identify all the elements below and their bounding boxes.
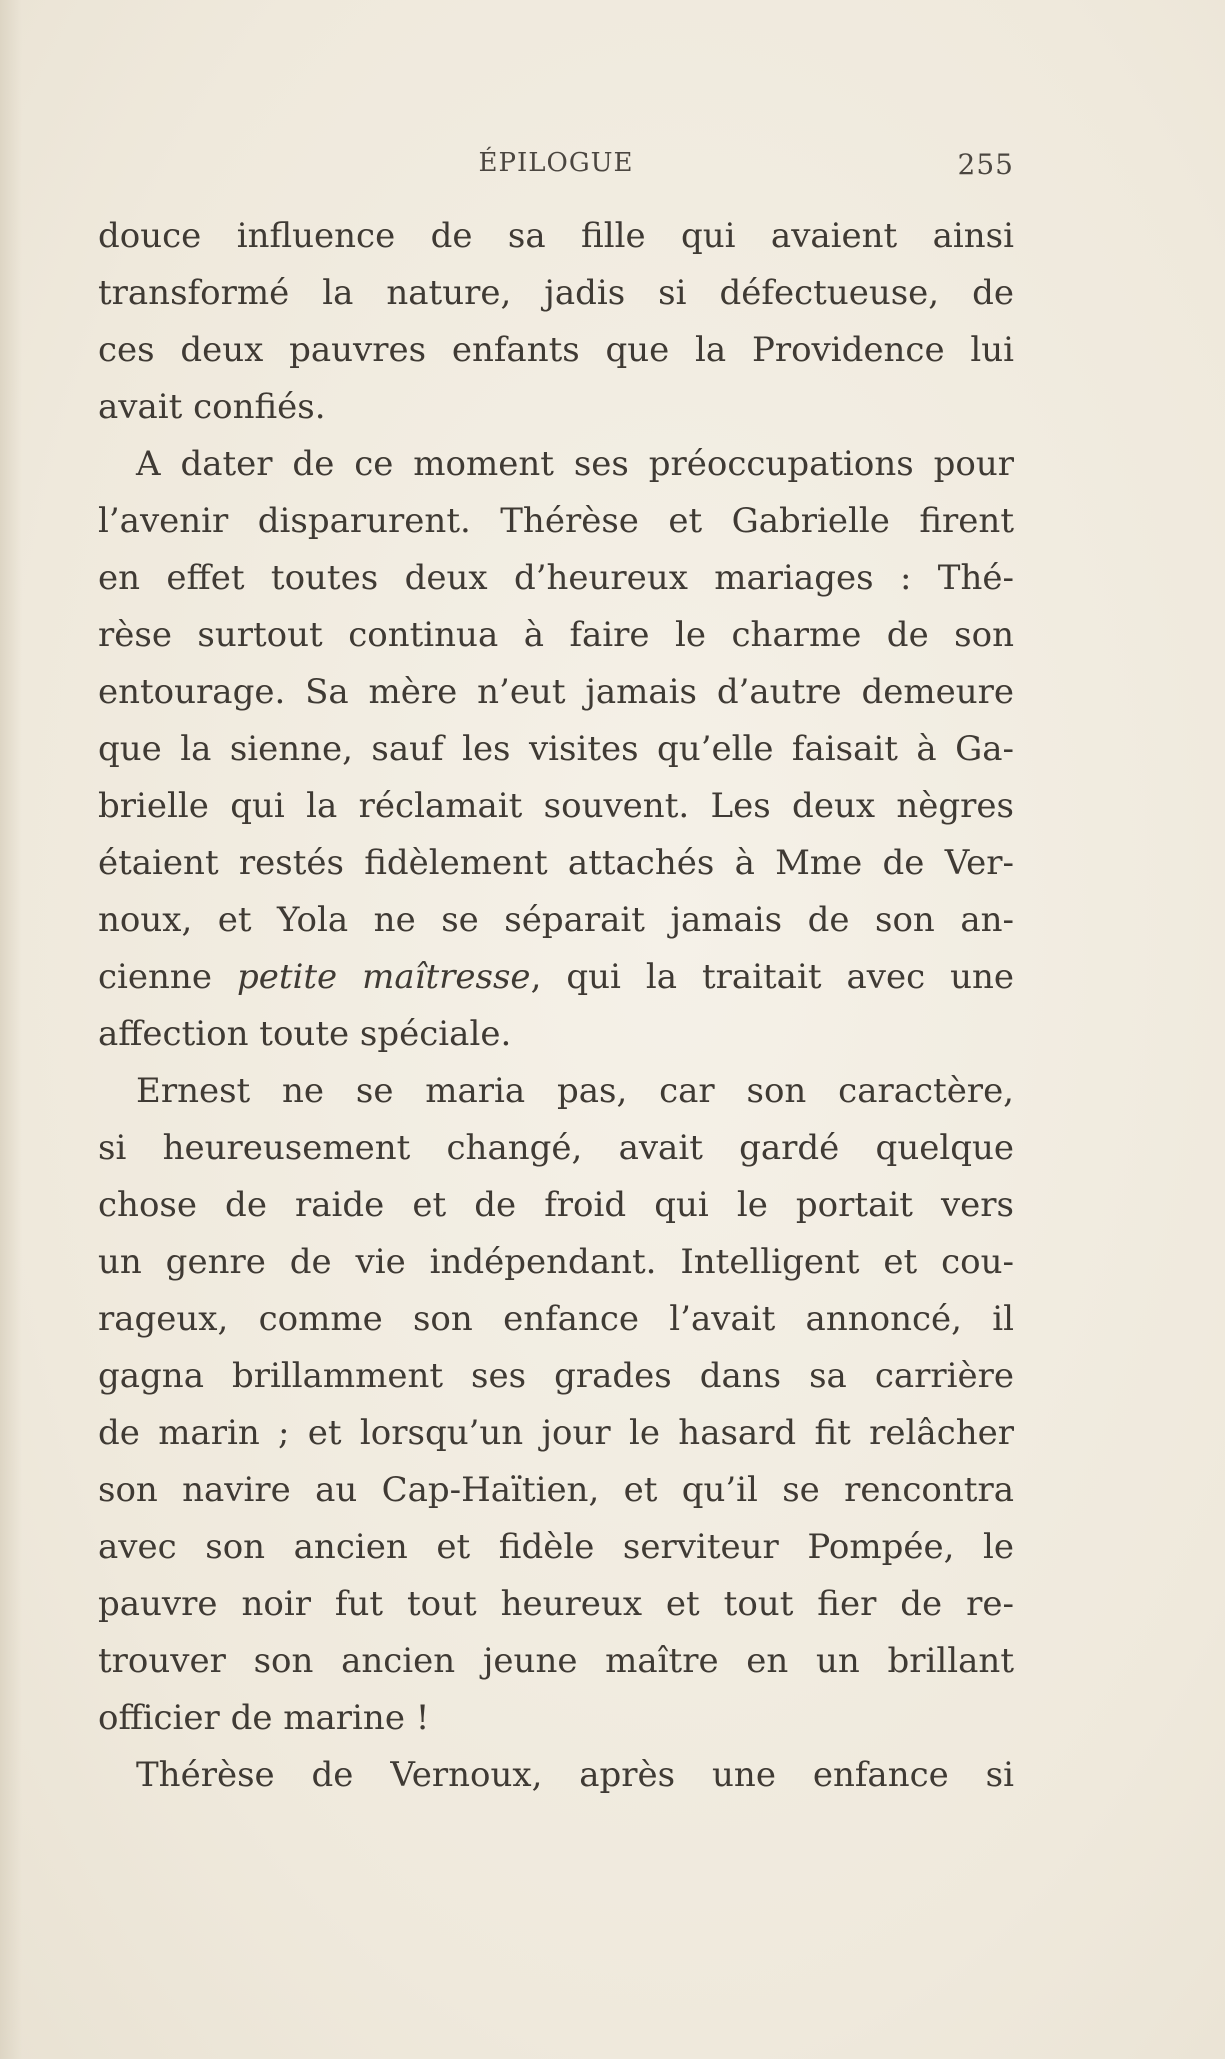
text-line: étaient restés fidèlement attachés à Mme de Ver- — [98, 843, 1014, 883]
text-segment: , qui la traitait avec une — [530, 957, 1014, 997]
text-line: pauvre noir fut tout heureux et tout fier de re- — [98, 1584, 1014, 1624]
text-line: noux, et Yola ne se séparait jamais de son an- — [98, 900, 1014, 940]
text-line: avec son ancien et fidèle serviteur Pompée, le — [98, 1527, 1014, 1567]
text-line: rèse surtout continua à faire le charme de son — [98, 615, 1014, 655]
text-line: son navire au Cap-Haïtien, et qu’il se rencontra — [98, 1470, 1014, 1510]
paragraph-start-line: Ernest ne se maria pas, car son caractère, — [136, 1071, 1014, 1111]
text-line: entourage. Sa mère n’eut jamais d’autre demeure — [98, 672, 1014, 712]
text-line-with-italic — [98, 949, 1014, 1006]
paragraph-start-line: Thérèse de Vernoux, après une enfance si — [136, 1755, 1014, 1795]
text-line: gagna brillamment ses grades dans sa carrière — [98, 1356, 1014, 1396]
text-line: un genre de vie indépendant. Intelligent et cou- — [98, 1242, 1014, 1282]
text-line: douce influence de sa fille qui avaient ainsi — [98, 216, 1014, 256]
text-line: si heureusement changé, avait gardé quelque — [98, 1128, 1014, 1168]
text-line: que la sienne, sauf les visites qu’elle faisait à Ga- — [98, 729, 1014, 769]
text-line: avait confiés. — [98, 387, 326, 427]
text-line: en effet toutes deux d’heureux mariages : Thé- — [98, 558, 1014, 598]
text-line: transformé la nature, jadis si défectueuse, de — [98, 273, 1014, 313]
paragraph-start-line: A dater de ce moment ses préoccupations pour — [136, 444, 1014, 484]
page-number: 255 — [957, 148, 1014, 181]
body-text — [98, 208, 1014, 1804]
text-line: officier de marine ! — [98, 1698, 430, 1738]
italic-phrase: petite maîtresse — [236, 957, 531, 997]
page-gutter-shadow — [0, 0, 22, 2059]
text-line: l’avenir disparurent. Thérèse et Gabrielle firent — [98, 501, 1014, 541]
running-title: ÉPILOGUE — [478, 148, 634, 178]
text-line: affection toute spéciale. — [98, 1014, 512, 1054]
page-header — [98, 148, 1014, 188]
text-line: rageux, comme son enfance l’avait annoncé, il — [98, 1299, 1014, 1339]
text-line: chose de raide et de froid qui le portait vers — [98, 1185, 1014, 1225]
text-line: ces deux pauvres enfants que la Providence lui — [98, 330, 1014, 370]
text-segment: cienne — [98, 957, 237, 997]
text-line: brielle qui la réclamait souvent. Les deux nègres — [98, 786, 1014, 826]
text-line: trouver son ancien jeune maître en un brillant — [98, 1641, 1014, 1681]
text-line: de marin ; et lorsqu’un jour le hasard fit relâcher — [98, 1413, 1014, 1453]
